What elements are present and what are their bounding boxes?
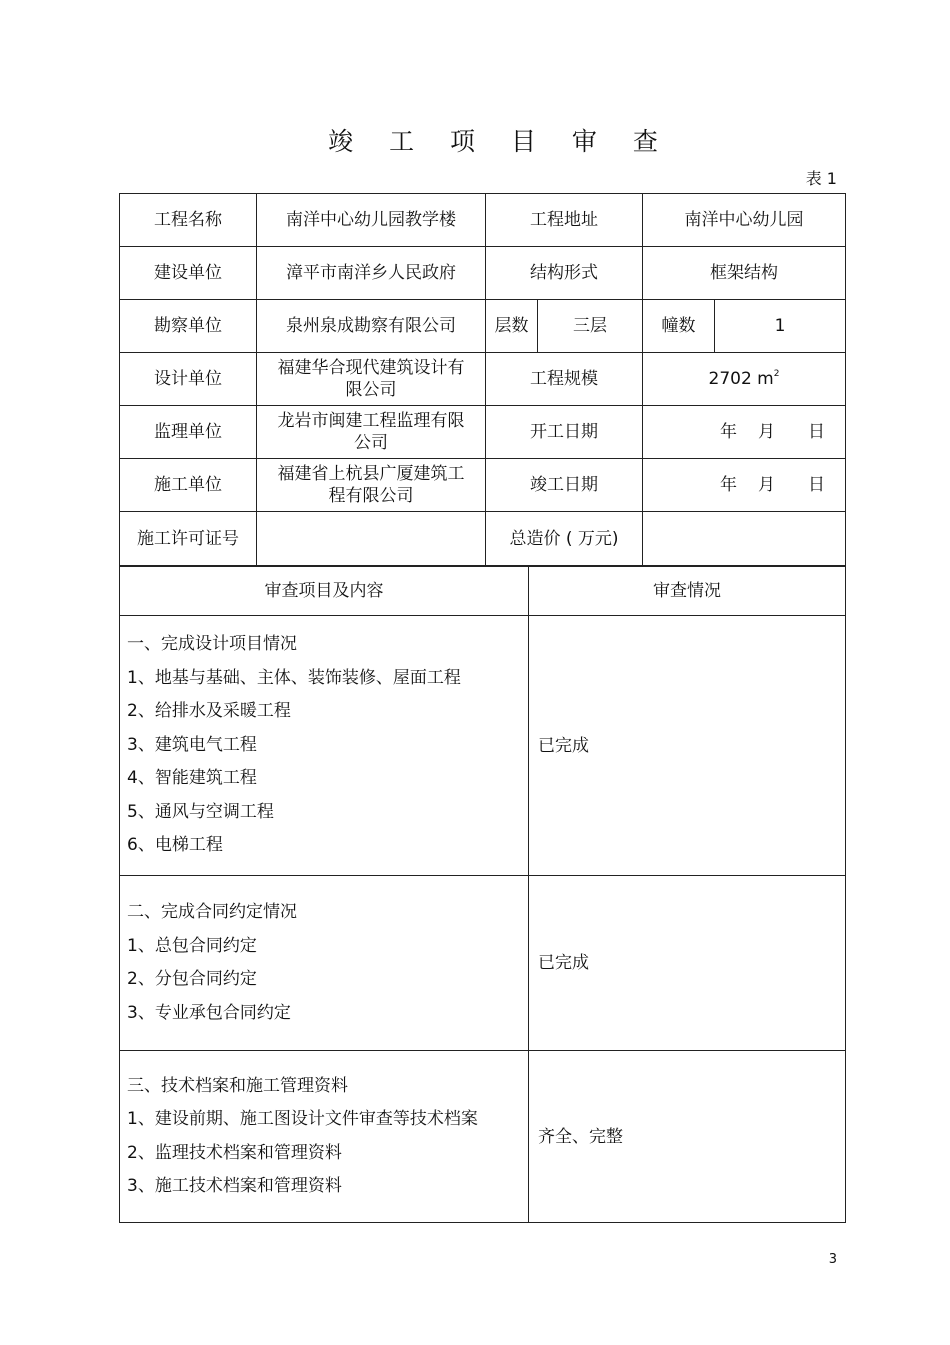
floors-label: 层数	[486, 300, 538, 353]
project-name-label: 工程名称	[120, 194, 257, 247]
builder-label: 建设单位	[120, 247, 257, 300]
review-status-1: 已完成	[529, 616, 846, 876]
review-item: 二、完成合同约定情况	[127, 902, 297, 922]
construction-line1: 福建省上杭县广厦建筑工	[277, 464, 465, 484]
project-address-value: 南洋中心幼儿园	[643, 194, 846, 247]
structure-value: 框架结构	[643, 247, 846, 300]
design-value	[257, 353, 486, 406]
review-item: 5、通风与空调工程	[127, 801, 274, 822]
buildings-value: 1	[715, 300, 846, 353]
review-item: 3、专业承包合同约定	[127, 1002, 291, 1023]
total-cost-value	[643, 512, 846, 566]
finish-month: 月	[758, 475, 775, 495]
page-number: 3	[828, 1252, 837, 1267]
total-cost-label: 总造价 ( 万元)	[486, 512, 643, 566]
review-section-2	[120, 876, 529, 1051]
review-section-1	[120, 616, 529, 876]
survey-label: 勘察单位	[120, 300, 257, 353]
start-date-value	[643, 406, 846, 459]
construction-label: 施工单位	[120, 459, 257, 512]
start-date-label: 开工日期	[486, 406, 643, 459]
project-address-label: 工程地址	[486, 194, 643, 247]
start-year: 年	[720, 422, 737, 442]
review-content-header: 审查项目及内容	[120, 567, 529, 616]
review-item: 1、建设前期、施工图设计文件审查等技术档案	[127, 1109, 478, 1129]
review-item: 2、分包合同约定	[127, 969, 257, 989]
finish-day: 日	[808, 475, 825, 495]
review-item: 6、电梯工程	[127, 835, 223, 856]
page-title: 竣 工 项 目 审 查	[328, 127, 672, 156]
review-item: 1、地基与基础、主体、装饰装修、屋面工程	[127, 667, 461, 688]
review-table	[119, 566, 846, 1223]
permit-label: 施工许可证号	[120, 512, 257, 566]
review-item: 2、监理技术档案和管理资料	[127, 1142, 342, 1163]
scale-number: 2702 m	[708, 369, 774, 389]
scale-value	[643, 353, 846, 406]
permit-value	[257, 512, 486, 566]
structure-label: 结构形式	[486, 247, 643, 300]
design-line2: 限公司	[345, 380, 397, 400]
scale-superscript: 2	[773, 369, 780, 379]
review-item: 4、智能建筑工程	[127, 768, 257, 789]
review-status-header: 审查情况	[529, 567, 846, 616]
project-name-value: 南洋中心幼儿园教学楼	[257, 194, 486, 247]
supervision-line2: 公司	[354, 433, 388, 453]
review-item: 3、施工技术档案和管理资料	[127, 1176, 342, 1196]
design-line1: 福建华合现代建筑设计有	[277, 358, 465, 378]
survey-value: 泉州泉成勘察有限公司	[257, 300, 486, 353]
finish-date-label: 竣工日期	[486, 459, 643, 512]
review-status-3: 齐全、完整	[529, 1051, 846, 1223]
review-status-2: 已完成	[529, 876, 846, 1051]
start-day: 日	[808, 422, 825, 442]
supervision-line1: 龙岩市闽建工程监理有限	[277, 411, 465, 431]
review-section-3	[120, 1051, 529, 1223]
design-label: 设计单位	[120, 353, 257, 406]
construction-value	[257, 459, 486, 512]
construction-line2: 程有限公司	[328, 486, 414, 506]
scale-label: 工程规模	[486, 353, 643, 406]
project-info-table	[119, 193, 846, 566]
builder-value: 漳平市南洋乡人民政府	[257, 247, 486, 300]
review-item: 1、总包合同约定	[127, 935, 257, 956]
buildings-label: 幢数	[643, 300, 715, 353]
finish-date-value	[643, 459, 846, 512]
review-item: 三、技术档案和施工管理资料	[127, 1075, 348, 1096]
start-month: 月	[758, 422, 775, 442]
review-item: 一、完成设计项目情况	[127, 634, 297, 655]
table-number: 表 1	[805, 169, 837, 188]
finish-year: 年	[720, 475, 737, 495]
review-item: 3、建筑电气工程	[127, 734, 257, 755]
supervision-label: 监理单位	[120, 406, 257, 459]
floors-value: 三层	[538, 300, 643, 353]
supervision-value	[257, 406, 486, 459]
review-item: 2、给排水及采暖工程	[127, 701, 291, 722]
